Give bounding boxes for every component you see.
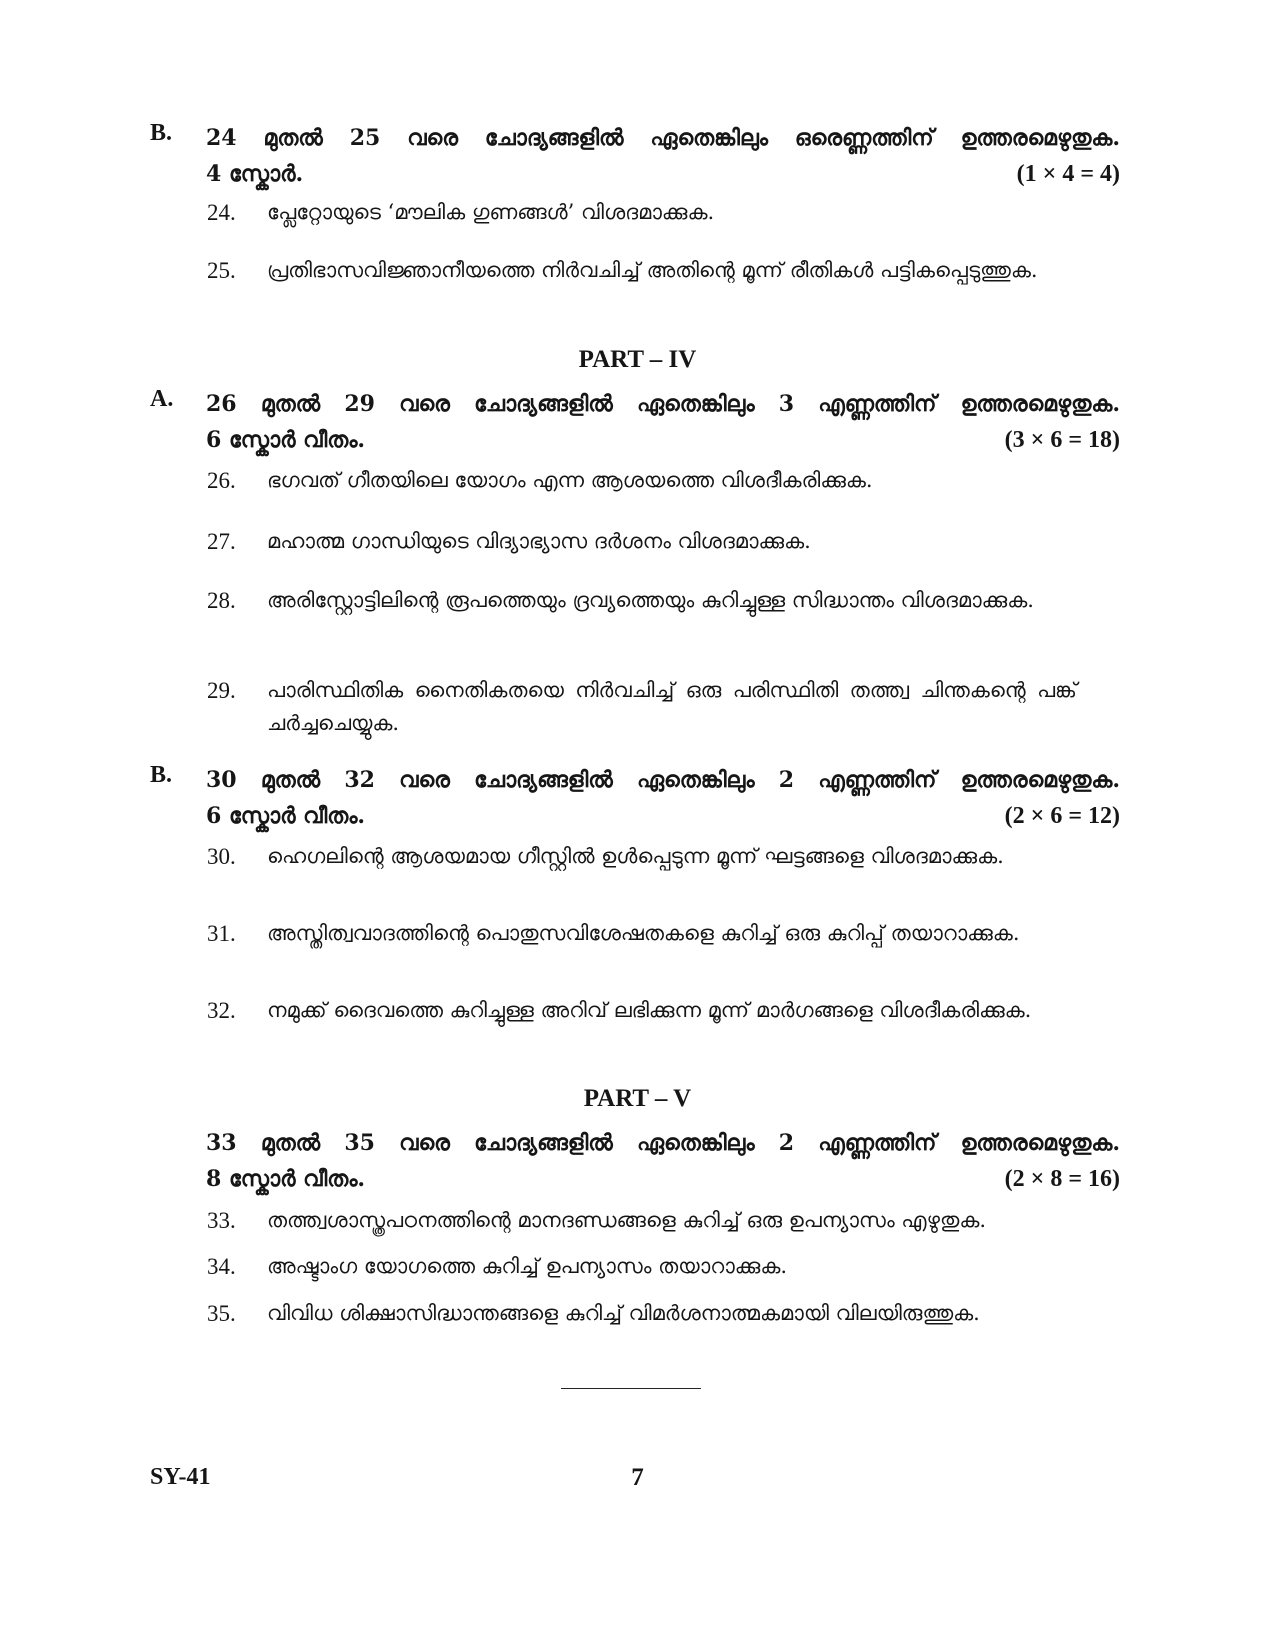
question-text: പാരിസ്ഥിതിക നൈതികതയെ നിർവചിച്ച് ഒരു പരിസ്ഥിതി തത്ത്വ ചിന്തകന്റെ പങ്ക് ചർച്ചചെയ്യുക. bbox=[267, 678, 1077, 735]
instruction-line: 33 മുതൽ 35 വരെ ചോദ്യങ്ങളിൽ ഏതെങ്കിലും 2 എണ്ണത്തിന് ഉത്തരമെഴുതുക. bbox=[206, 1130, 1120, 1156]
page-number: 7 bbox=[631, 1464, 644, 1491]
question-text: അഷ്ടാംഗ യോഗത്തെ കുറിച്ച് ഉപന്യാസം തയാറാക്കുക. bbox=[267, 1254, 788, 1278]
question-number: 29. bbox=[207, 678, 236, 703]
question-number: 28. bbox=[207, 588, 236, 613]
question-text: മഹാത്മ ഗാന്ധിയുടെ വിദ്യാഭ്യാസ ദർശനം വിശദമാക്കുക. bbox=[267, 529, 811, 553]
question-number: 30. bbox=[207, 844, 236, 869]
question-text: പ്രതിഭാസവിജ്ഞാനീയത്തെ നിർവചിച്ച് അതിന്റെ മൂന്ന് രീതികൾ പട്ടികപ്പെടുത്തുക. bbox=[267, 258, 1038, 282]
section-instruction bbox=[206, 120, 1120, 192]
question-text: അരിസ്റ്റോട്ടിലിന്റെ രൂപത്തെയും ദ്രവ്യത്തെയും കുറിച്ചുള്ള സിദ്ധാന്തം വിശദമാക്കുക. bbox=[267, 588, 1034, 612]
part-iv-heading: PART – IV bbox=[578, 346, 697, 373]
score-line: 4 സ്കോർ. bbox=[206, 161, 304, 187]
question-text: അസ്തിത്വവാദത്തിന്റെ പൊതുസവിശേഷതകളെ കുറിച്ച് ഒരു കുറിപ്പ് തയാറാക്കുക. bbox=[267, 921, 1020, 945]
question-number: 33. bbox=[207, 1208, 236, 1233]
question-number: 31. bbox=[207, 921, 236, 946]
score-line: 6 സ്കോർ വീതം. bbox=[206, 427, 366, 453]
question-number: 27. bbox=[207, 529, 236, 554]
section-instruction bbox=[206, 762, 1120, 834]
section-instruction bbox=[206, 1125, 1120, 1197]
question-text: പ്ലേറ്റോയുടെ ‘മൗലിക ഗുണങ്ങൾ’ വിശദമാക്കുക. bbox=[267, 200, 715, 224]
section-letter: B. bbox=[150, 120, 173, 146]
question-text: നമുക്ക് ദൈവത്തെ കുറിച്ചുള്ള അറിവ് ലഭിക്കുന്ന മൂന്ന് മാർഗങ്ങളെ വിശദീകരിക്കുക. bbox=[267, 998, 1032, 1022]
question-number: 26. bbox=[207, 468, 236, 493]
instruction-line: 30 മുതൽ 32 വരെ ചോദ്യങ്ങളിൽ ഏതെങ്കിലും 2 എണ്ണത്തിന് ഉത്തരമെഴുതുക. bbox=[206, 767, 1120, 793]
marks-formula: (2 × 6 = 12) bbox=[1004, 803, 1120, 829]
question-number: 35. bbox=[207, 1301, 236, 1326]
end-rule bbox=[561, 1388, 701, 1389]
question-number: 25. bbox=[207, 258, 236, 283]
paper-code: SY-41 bbox=[150, 1464, 211, 1490]
question-number: 24. bbox=[207, 200, 236, 225]
marks-formula: (2 × 8 = 16) bbox=[1004, 1166, 1120, 1192]
question-number: 34. bbox=[207, 1254, 236, 1279]
part-v-heading: PART – V bbox=[583, 1085, 692, 1112]
question-text: തത്ത്വശാസ്ത്രപഠനത്തിന്റെ മാനദണ്ഡങ്ങളെ കുറിച്ച് ഒരു ഉപന്യാസം എഴുതുക. bbox=[267, 1208, 987, 1232]
marks-formula: (3 × 6 = 18) bbox=[1004, 427, 1120, 453]
section-letter: A. bbox=[150, 386, 174, 412]
question-text: വിവിധ ശിക്ഷാസിദ്ധാന്തങ്ങളെ കുറിച്ച് വിമർശനാത്മകമായി വിലയിരുത്തുക. bbox=[267, 1301, 980, 1325]
instruction-line: 26 മുതൽ 29 വരെ ചോദ്യങ്ങളിൽ ഏതെങ്കിലും 3 എണ്ണത്തിന് ഉത്തരമെഴുതുക. bbox=[206, 391, 1120, 417]
marks-formula: (1 × 4 = 4) bbox=[1016, 161, 1120, 187]
score-line: 8 സ്കോർ വീതം. bbox=[206, 1166, 366, 1192]
question-number: 32. bbox=[207, 998, 236, 1023]
score-line: 6 സ്കോർ വീതം. bbox=[206, 803, 366, 829]
instruction-line: 24 മുതൽ 25 വരെ ചോദ്യങ്ങളിൽ ഏതെങ്കിലും ഒരെണ്ണത്തിന് ഉത്തരമെഴുതുക. bbox=[206, 125, 1120, 151]
question-text: ഹെഗലിന്റെ ആശയമായ ഗീസ്റ്റിൽ ഉൾപ്പെടുന്ന മൂന്ന് ഘട്ടങ്ങളെ വിശദമാക്കുക. bbox=[267, 844, 1004, 868]
question-text: ഭഗവത് ഗീതയിലെ യോഗം എന്ന ആശയത്തെ വിശദീകരിക്കുക. bbox=[267, 468, 873, 492]
section-letter: B. bbox=[150, 762, 173, 788]
section-instruction bbox=[206, 386, 1120, 458]
